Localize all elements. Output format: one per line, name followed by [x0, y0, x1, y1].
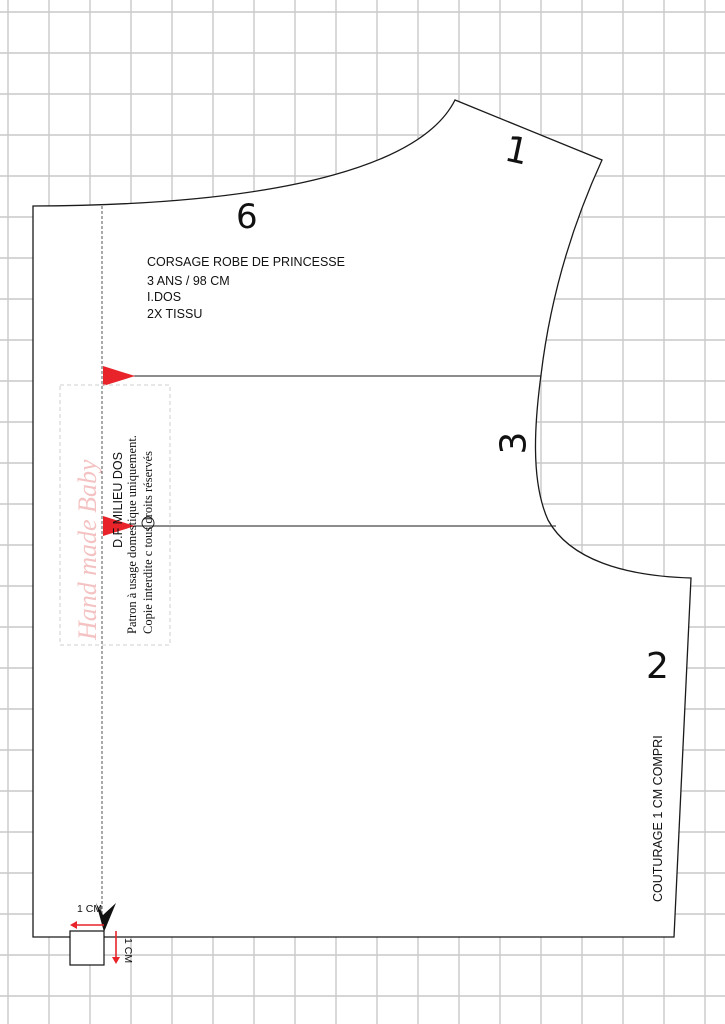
edge-number-armhole: 3	[493, 431, 535, 455]
watermark-group	[73, 459, 102, 641]
scale-vertical-label: 1 CM	[122, 938, 134, 964]
edge-number-side: 2	[646, 646, 669, 687]
copyright-line-2: Copie interdite c tous droits réservés	[141, 451, 155, 634]
copyright-line-1: Patron à usage domestique uniquement.	[125, 435, 139, 634]
watermark-text: Hand made Baby	[73, 459, 102, 640]
fold-label: D.F MILIEU DOS	[111, 452, 125, 548]
pattern-cut-count: 2X TISSU	[147, 307, 203, 321]
edge-number-shoulder: 1	[501, 128, 533, 174]
seam-allowance-note: COUTURAGE 1 CM COMPRI	[651, 735, 665, 902]
pattern-title: CORSAGE ROBE DE PRINCESSE	[147, 255, 345, 269]
scale-vertical-arrow	[112, 957, 120, 964]
pattern-piece: I.DOS	[147, 290, 182, 304]
copyright-symbol: c	[141, 550, 155, 557]
scale-square	[70, 931, 104, 965]
edge-number-neckline: 6	[236, 197, 258, 237]
scale-horizontal-label: 1 CM	[77, 903, 103, 915]
pattern-size: 3 ANS / 98 CM	[147, 274, 230, 288]
